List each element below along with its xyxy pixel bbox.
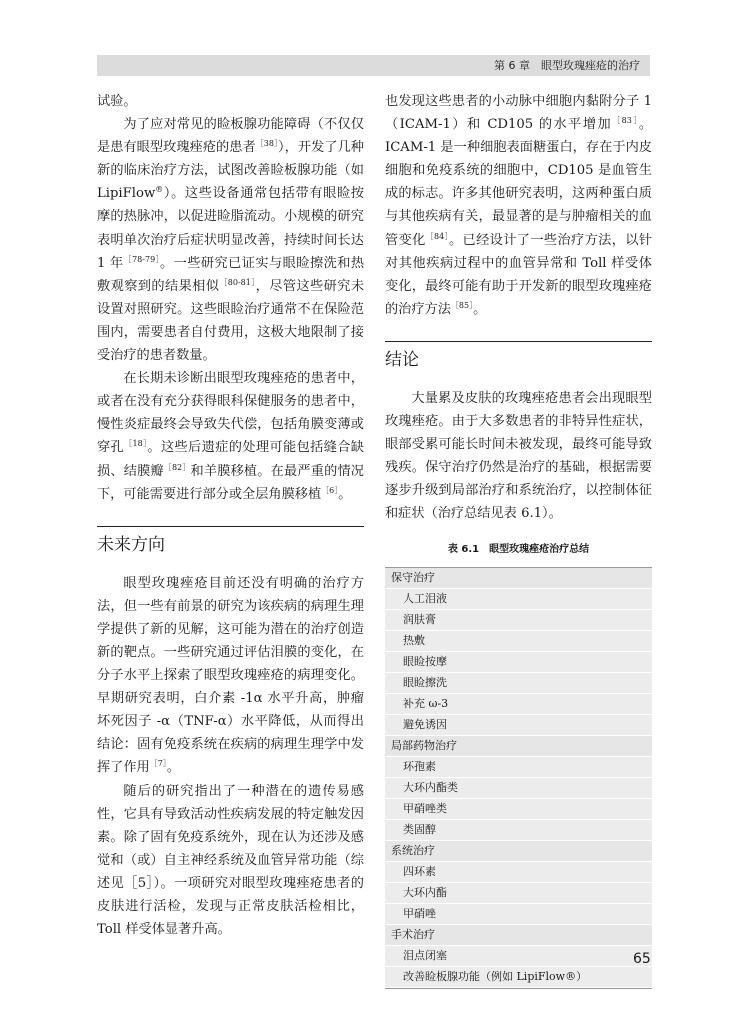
table-item-row: 类固醇 (385, 820, 652, 841)
citation: ［85］ (450, 300, 474, 310)
citation: ［83］ (612, 116, 639, 126)
table-category-row: 保守治疗 (385, 568, 652, 589)
table-category-row: 系统治疗 (385, 841, 652, 862)
table-category-row: 手术治疗 (385, 925, 652, 946)
left-column (97, 90, 364, 941)
citation: ［80-81］ (219, 277, 256, 287)
section-rule (385, 341, 652, 342)
citation: ［38］ (255, 139, 279, 149)
right-column (385, 90, 652, 989)
paragraph: 也发现这些患者的小动脉中细胞内黏附分子 1（ICAM-1）和 CD105 的水平增加$^{[83]}$。ICAM-1 是一种细胞表面糖蛋白，存在于内皮细胞和免疫系统的细胞中，CD105 是血管生成的标志。许多其他研究表明，这两种蛋白质与其他疾病有关，最显著的是与肿瘤相关的血管变化$^{[84]}$。已经设计了一些治疗方法，以针对其他疾病过程中的血管异常和 Toll 样受体变化，最终可能有助于开发新的眼型玫瑰痤疮的治疗方法$^{[85]}$。 (385, 94, 653, 317)
chapter-title: 第 6 章 眼型玫瑰痤疮的治疗 (494, 59, 640, 72)
citation: ［84］ (425, 231, 449, 241)
table-item-row: 四环素 (385, 862, 652, 883)
paragraph: 大量累及皮肤的玫瑰痤疮患者会出现眼型玫瑰痤疮。由于大多数患者的非特异性症状，眼部受累可能长时间未被发现，最终可能导致残疾。保守治疗仍然是治疗的基础，根据需要逐步升级到局部治疗和系统治疗，以控制体征和症状（治疗总结见表 6.1）。 (385, 390, 652, 522)
table-item-row: 改善睑板腺功能（例如 LipiFlow®） (385, 967, 652, 988)
registered-mark: ® (155, 185, 164, 195)
citation: ［18］ (124, 439, 148, 449)
paragraph: 随后的研究指出了一种潜在的遗传易感性，它具有导致活动性疾病发展的特定触发因素。除了固有免疫系统外，现在认为还涉及感觉和（或）自主神经系统及血管异常功能（综述见［5］）。一项研究对眼型玫瑰痤疮患者的皮肤进行活检，发现与正常皮肤活检相比，Toll 样受体显著升高。 (97, 783, 364, 938)
table-item-row: 大环内酯 (385, 883, 652, 904)
table-item-row: 甲硝唑 (385, 904, 652, 925)
page-number: 65 (633, 951, 651, 967)
table-item-row: 补充 ω-3 (385, 694, 652, 715)
citation: ［6］ (321, 485, 339, 495)
running-header (97, 55, 650, 76)
table-category-row: 局部药物治疗 (385, 736, 652, 757)
table-item-row: 大环内酯类 (385, 778, 652, 799)
table-item-row: 甲硝唑类 (385, 799, 652, 820)
section-title: 未来方向 (97, 534, 165, 555)
citation: ［82］ (163, 462, 191, 472)
table-item-row: 眼睑擦洗 (385, 673, 652, 694)
table-item-row: 人工泪液 (385, 589, 652, 610)
table-caption: 表 6.1 眼型玫瑰痤疮治疗总结 (447, 543, 590, 555)
section-heading-conclusion (385, 341, 652, 373)
section-title: 结论 (385, 349, 419, 370)
paragraph: 在长期未诊断出眼型玫瑰痤疮的患者中，或者在没有充分获得眼科保健服务的患者中，慢性炎症最终会导致失代偿，包括角膜变薄或穿孔$^{[18]}$。这些后遗症的处理可能包括缝合缺损、结膜瓣$^{[82]}$和羊膜移植。在最严重的情况下，可能需要进行部分或全层角膜移植$^{[6]}$。 (97, 371, 364, 502)
table-item-row: 润肤膏 (385, 610, 652, 631)
table-item-row: 泪点闭塞 (385, 946, 652, 967)
citation: ［7］ (149, 759, 167, 769)
section-heading-future (97, 526, 364, 558)
paragraph: 为了应对常见的睑板腺功能障碍（不仅仅是患有眼型玫瑰痤疮的患者$^{[38]}$），开发了几种新的临床治疗方法，试图改善睑板腺功能（如 LipiFlow®）。这些设备通常包括带有眼睑按摩的热脉冲，以促进睑脂流动。小规模的研究表明单次治疗后症状明显改善，持续时间长达 1 年$^{[78-79]}$。一些研究已证实与眼睑擦洗和热敷观察到的结果相似$^{[80-81]}$，尽管这些研究未设置对照研究。这些眼睑治疗通常不在保险范围内，需要患者自付费用，这极大地限制了接受治疗的患者数量。 (97, 117, 365, 364)
table-item-row: 环孢素 (385, 757, 652, 778)
treatment-table (385, 567, 652, 989)
table-item-row: 避免诱因 (385, 715, 652, 736)
table-item-row: 热敷 (385, 631, 652, 652)
paragraph: 试验。 (97, 94, 137, 109)
citation: ［78-79］ (123, 254, 161, 264)
table-item-row: 眼睑按摩 (385, 652, 652, 673)
section-rule (97, 526, 364, 527)
paragraph: 眼型玫瑰痤疮目前还没有明确的治疗方法，但一些有前景的研究为该疾病的病理生理学提供了新的见解，这可能为潜在的治疗创造新的靶点。一些研究通过评估泪膜的变化，在分子水平上探索了眼型玫瑰痤疮的病理变化。早期研究表明，白介素 -1α 水平升高，肿瘤坏死因子 -α（TNF-α）水平降低，从而得出结论：固有免疫系统在疾病的病理生理学中发挥了作用$^{[7]}$。 (97, 575, 364, 776)
